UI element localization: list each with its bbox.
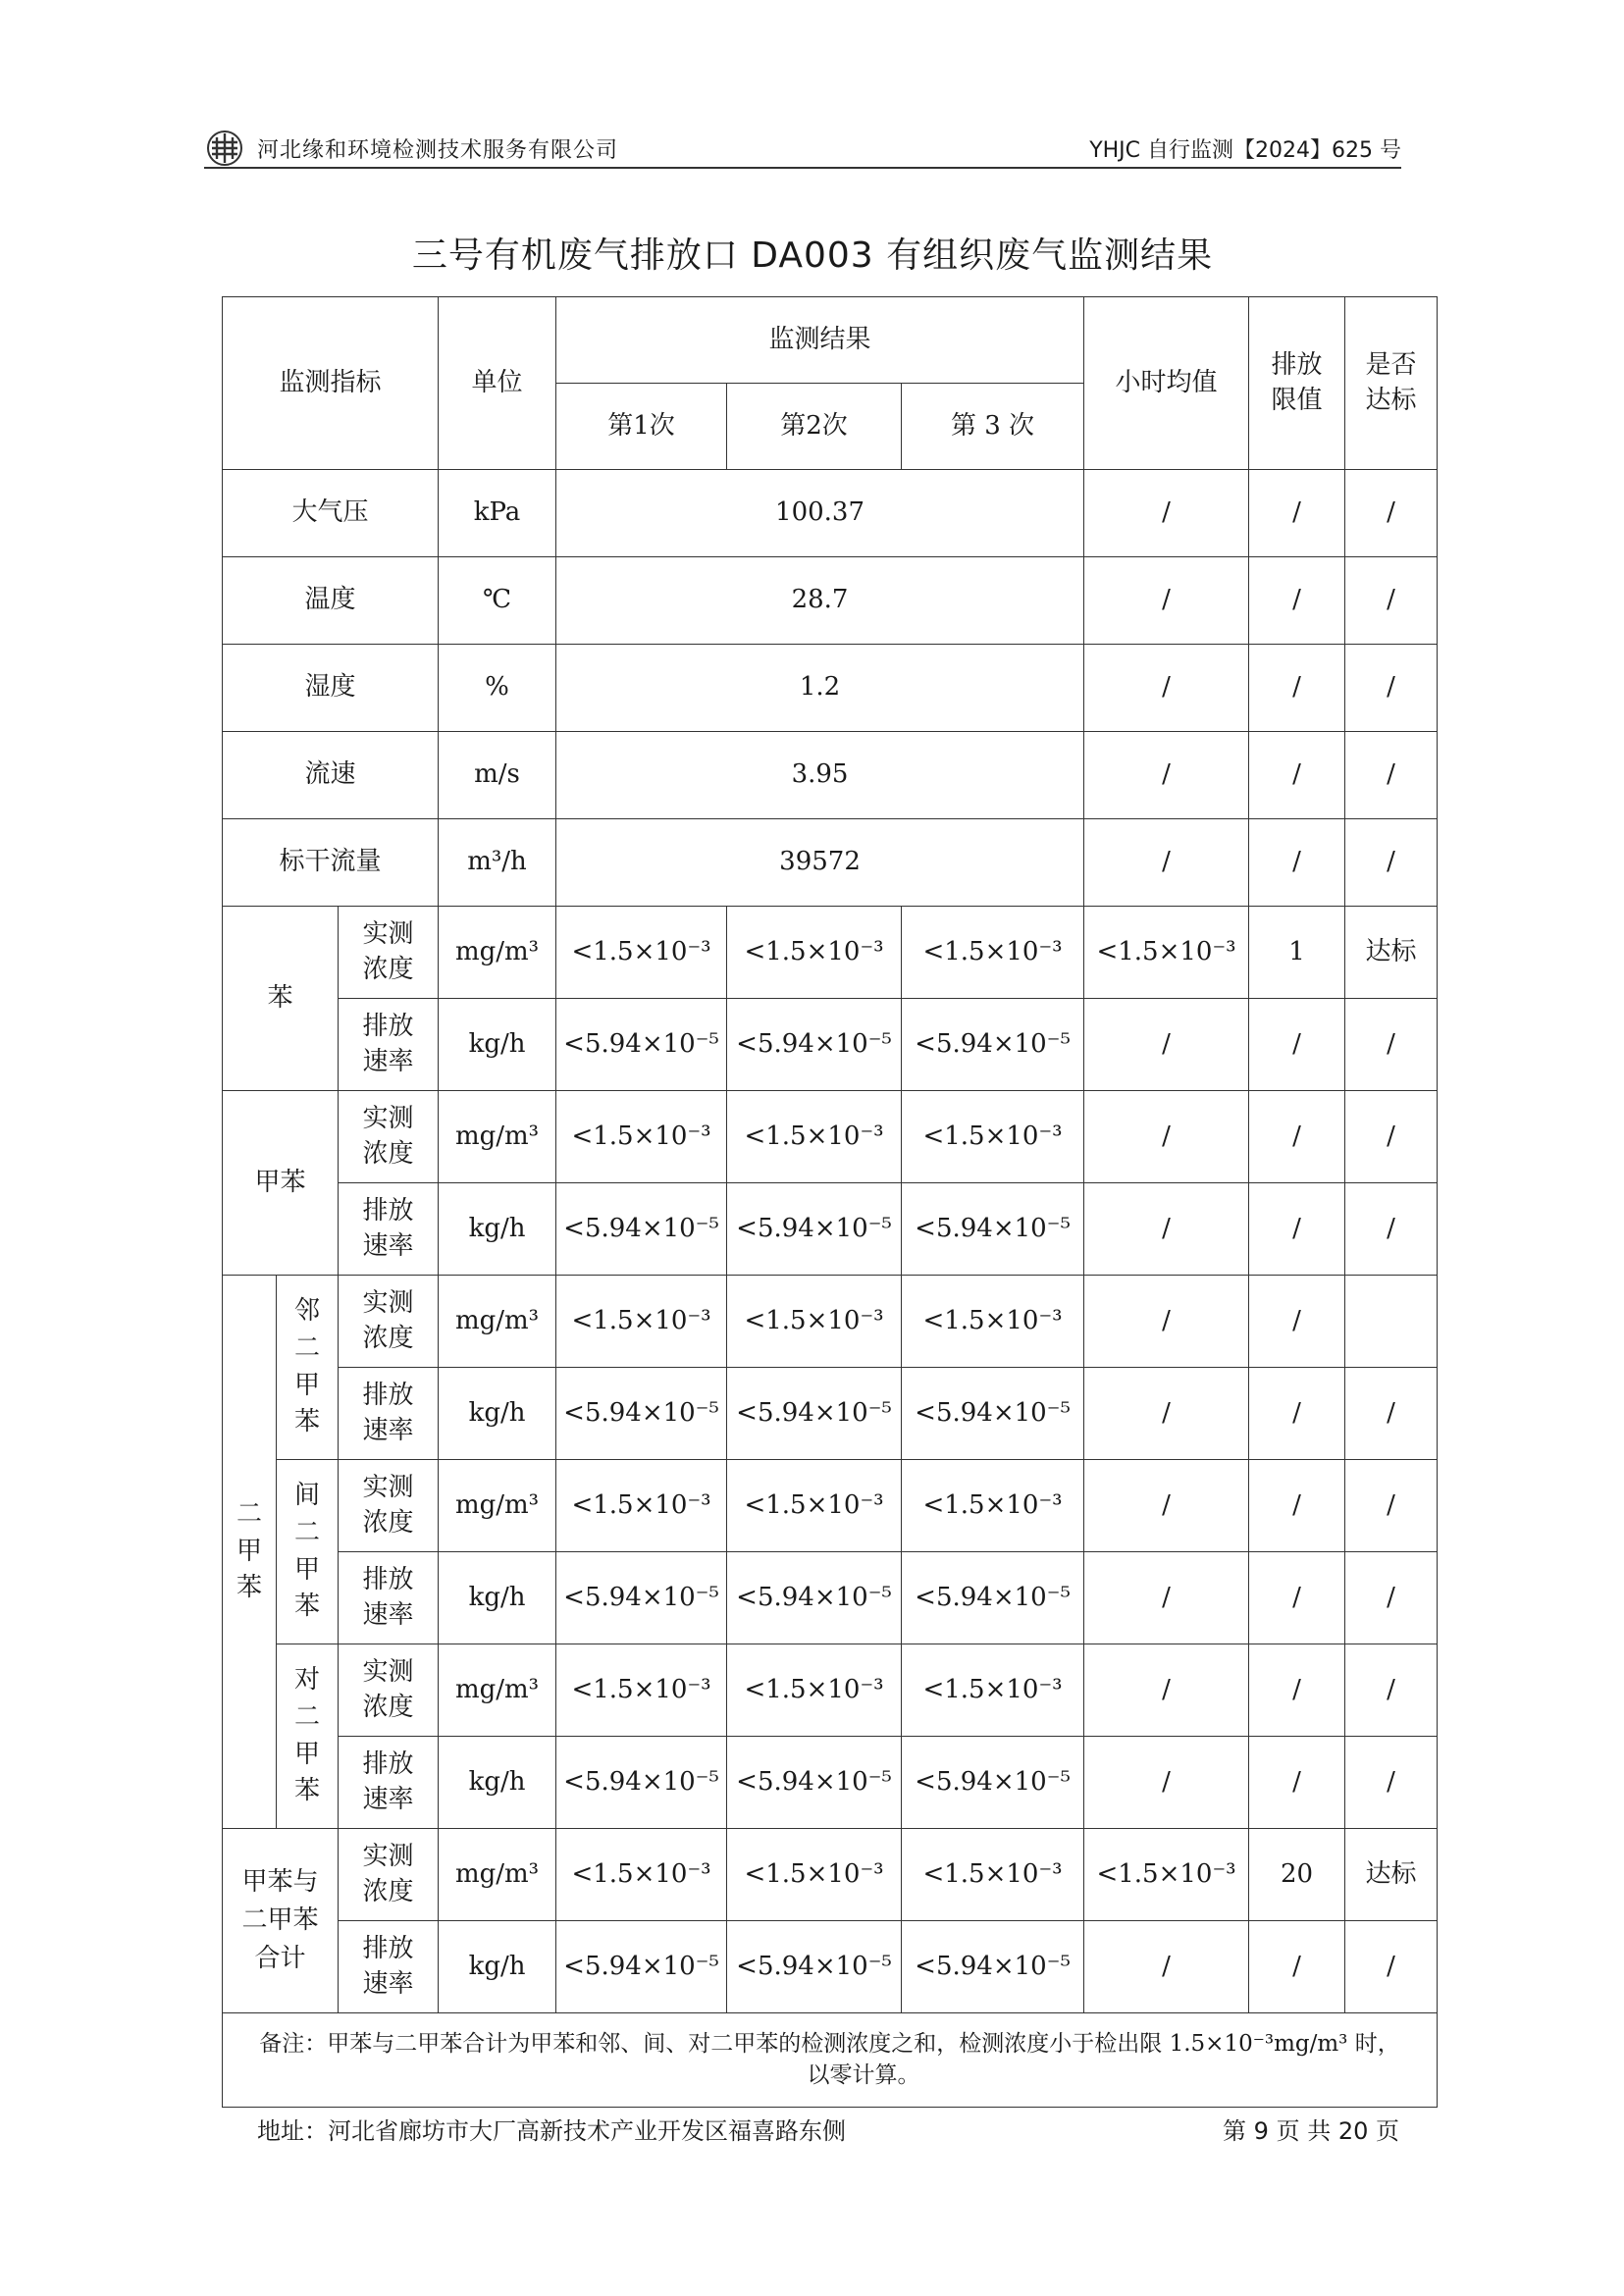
cell-limit: / [1249, 999, 1345, 1091]
param-label: 排放速率 [339, 999, 439, 1091]
run2-value: <1.5×10⁻³ [727, 1829, 902, 1921]
condition-unit: ℃ [439, 557, 556, 645]
run1-value: <5.94×10⁻⁵ [556, 1737, 727, 1829]
condition-name: 标干流量 [223, 819, 439, 907]
run2-value: <5.94×10⁻⁵ [727, 1737, 902, 1829]
table-row [223, 1644, 1438, 1737]
cell-compliant: 达标 [1345, 1829, 1438, 1921]
cell-limit: / [1249, 470, 1345, 557]
cell-compliant: / [1345, 470, 1438, 557]
condition-value: 100.37 [556, 470, 1084, 557]
page-number: 第 9 页 共 20 页 [1223, 2117, 1399, 2145]
condition-value: 3.95 [556, 732, 1084, 819]
cell-compliant: / [1345, 1737, 1438, 1829]
cell-compliant: / [1345, 645, 1438, 732]
cell-limit: / [1249, 1921, 1345, 2013]
header-run1: 第1次 [556, 384, 727, 470]
cell-compliant: / [1345, 1091, 1438, 1183]
page-title: 三号有机废气排放口 DA003 有组织废气监测结果 [411, 235, 1214, 276]
cell-limit: / [1249, 1552, 1345, 1644]
run3-value: <5.94×10⁻⁵ [902, 1921, 1084, 2013]
condition-name: 大气压 [223, 470, 439, 557]
run1-value: <1.5×10⁻³ [556, 1644, 727, 1737]
run2-value: <5.94×10⁻⁵ [727, 1921, 902, 2013]
xylene-group-name: 二甲苯 [223, 1276, 277, 1829]
cell-avg: / [1084, 999, 1249, 1091]
pollutant-name: 甲苯与二甲苯合计 [223, 1829, 339, 2013]
header-run3: 第 3 次 [902, 384, 1084, 470]
cell-avg: / [1084, 557, 1249, 645]
unit-rate: kg/h [439, 1552, 556, 1644]
param-label: 实测浓度 [339, 1460, 439, 1552]
table-row [223, 732, 1438, 819]
footer-address: 地址：河北省廊坊市大厂高新技术产业开发区福喜路东侧 [257, 2117, 846, 2145]
cell-compliant: / [1345, 557, 1438, 645]
pollutant-name: 苯 [223, 907, 339, 1091]
table-row [223, 819, 1438, 907]
param-label: 排放速率 [339, 1921, 439, 2013]
run1-value: <1.5×10⁻³ [556, 1829, 727, 1921]
param-label: 排放速率 [339, 1368, 439, 1460]
cell-compliant: / [1345, 1552, 1438, 1644]
cell-avg: / [1084, 1552, 1249, 1644]
table-row [223, 907, 1438, 999]
run1-value: <5.94×10⁻⁵ [556, 999, 727, 1091]
notes-row [223, 2013, 1438, 2108]
condition-unit: m³/h [439, 819, 556, 907]
table-row [223, 645, 1438, 732]
cell-compliant: / [1345, 1921, 1438, 2013]
run1-value: <1.5×10⁻³ [556, 1460, 727, 1552]
cell-avg: / [1084, 1460, 1249, 1552]
unit-conc: mg/m³ [439, 907, 556, 999]
run1-value: <1.5×10⁻³ [556, 907, 727, 999]
run3-value: <5.94×10⁻⁵ [902, 999, 1084, 1091]
header-results: 监测结果 [556, 297, 1084, 384]
cell-limit: / [1249, 1644, 1345, 1737]
header-unit: 单位 [439, 297, 556, 470]
run3-value: <1.5×10⁻³ [902, 1091, 1084, 1183]
run2-value: <1.5×10⁻³ [727, 1460, 902, 1552]
run2-value: <5.94×10⁻⁵ [727, 1552, 902, 1644]
cell-limit: / [1249, 645, 1345, 732]
unit-rate: kg/h [439, 1368, 556, 1460]
cell-avg: / [1084, 1091, 1249, 1183]
cell-avg: / [1084, 1644, 1249, 1737]
cell-compliant: / [1345, 1368, 1438, 1460]
table-row [223, 1368, 1438, 1460]
pollutant-name: 甲苯 [223, 1091, 339, 1276]
header-hourly-avg: 小时均值 [1084, 297, 1249, 470]
cell-compliant: / [1345, 1460, 1438, 1552]
cell-limit: / [1249, 1737, 1345, 1829]
notes-text-line1: 甲苯与二甲苯合计为甲苯和邻、间、对二甲苯的检测浓度之和，检测浓度小于检出限 1.5×10⁻³mg/m³ 时， [327, 2031, 1400, 2058]
cell-avg: / [1084, 819, 1249, 907]
param-label: 实测浓度 [339, 1829, 439, 1921]
unit-conc: mg/m³ [439, 1644, 556, 1737]
page-footer [257, 2112, 1399, 2147]
cell-avg: <1.5×10⁻³ [1084, 1829, 1249, 1921]
cell-limit: / [1249, 557, 1345, 645]
condition-value: 39572 [556, 819, 1084, 907]
param-label: 实测浓度 [339, 1276, 439, 1368]
condition-unit: kPa [439, 470, 556, 557]
cell-avg: <1.5×10⁻³ [1084, 907, 1249, 999]
isomer-name: 邻二甲苯 [277, 1276, 339, 1460]
table-row [223, 999, 1438, 1091]
document-number: YHJC 自行监测【2024】625 号 [1089, 138, 1401, 163]
run2-value: <1.5×10⁻³ [727, 1091, 902, 1183]
run1-value: <5.94×10⁻⁵ [556, 1921, 727, 2013]
cell-compliant: / [1345, 1644, 1438, 1737]
notes-text-line2: 以零计算。 [807, 2061, 920, 2088]
cell-avg: / [1084, 1368, 1249, 1460]
header-compliant: 是否达标 [1345, 297, 1438, 470]
run2-value: <1.5×10⁻³ [727, 1644, 902, 1737]
header-indicator: 监测指标 [223, 297, 439, 470]
run1-value: <5.94×10⁻⁵ [556, 1368, 727, 1460]
cell-avg: / [1084, 645, 1249, 732]
cell-limit: / [1249, 1368, 1345, 1460]
cell-avg: / [1084, 1183, 1249, 1276]
condition-name: 温度 [223, 557, 439, 645]
header-limit: 排放限值 [1249, 297, 1345, 470]
unit-conc: mg/m³ [439, 1829, 556, 1921]
condition-unit: m/s [439, 732, 556, 819]
condition-name: 湿度 [223, 645, 439, 732]
page-header [204, 126, 1401, 169]
unit-conc: mg/m³ [439, 1460, 556, 1552]
cell-avg: / [1084, 1921, 1249, 2013]
param-label: 排放速率 [339, 1737, 439, 1829]
param-label: 实测浓度 [339, 1091, 439, 1183]
notes-cell [223, 2013, 1438, 2108]
run3-value: <5.94×10⁻⁵ [902, 1552, 1084, 1644]
isomer-name: 间二甲苯 [277, 1460, 339, 1644]
run2-value: <1.5×10⁻³ [727, 1276, 902, 1368]
cell-compliant: 达标 [1345, 907, 1438, 999]
cell-limit: / [1249, 1460, 1345, 1552]
table-row [223, 1921, 1438, 2013]
run1-value: <1.5×10⁻³ [556, 1091, 727, 1183]
run2-value: <5.94×10⁻⁵ [727, 1183, 902, 1276]
run3-value: <5.94×10⁻⁵ [902, 1183, 1084, 1276]
results-table [222, 296, 1438, 2108]
cell-avg: / [1084, 1276, 1249, 1368]
cell-compliant: / [1345, 819, 1438, 907]
run3-value: <1.5×10⁻³ [902, 1644, 1084, 1737]
unit-rate: kg/h [439, 1921, 556, 2013]
header-run2: 第2次 [727, 384, 902, 470]
cell-limit: 1 [1249, 907, 1345, 999]
param-label: 排放速率 [339, 1552, 439, 1644]
unit-rate: kg/h [439, 1183, 556, 1276]
run3-value: <1.5×10⁻³ [902, 1829, 1084, 1921]
unit-rate: kg/h [439, 999, 556, 1091]
run2-value: <5.94×10⁻⁵ [727, 999, 902, 1091]
cell-avg: / [1084, 470, 1249, 557]
company-logo-icon [204, 128, 245, 169]
cell-compliant: / [1345, 1183, 1438, 1276]
param-label: 排放速率 [339, 1183, 439, 1276]
isomer-name: 对二甲苯 [277, 1644, 339, 1829]
condition-unit: % [439, 645, 556, 732]
cell-avg: / [1084, 732, 1249, 819]
unit-rate: kg/h [439, 1737, 556, 1829]
run1-value: <5.94×10⁻⁵ [556, 1552, 727, 1644]
run3-value: <5.94×10⁻⁵ [902, 1368, 1084, 1460]
run3-value: <1.5×10⁻³ [902, 1460, 1084, 1552]
table-row [223, 1737, 1438, 1829]
condition-value: 1.2 [556, 645, 1084, 732]
cell-limit: / [1249, 732, 1345, 819]
table-row [223, 1460, 1438, 1552]
cell-compliant [1345, 1276, 1438, 1368]
cell-limit: 20 [1249, 1829, 1345, 1921]
table-row [223, 470, 1438, 557]
unit-conc: mg/m³ [439, 1276, 556, 1368]
run2-value: <1.5×10⁻³ [727, 907, 902, 999]
table-row [223, 1183, 1438, 1276]
notes-label: 备注： [259, 2031, 328, 2058]
cell-limit: / [1249, 1276, 1345, 1368]
table-row [223, 1829, 1438, 1921]
cell-limit: / [1249, 1091, 1345, 1183]
table-row [223, 557, 1438, 645]
condition-value: 28.7 [556, 557, 1084, 645]
cell-avg: / [1084, 1737, 1249, 1829]
run1-value: <1.5×10⁻³ [556, 1276, 727, 1368]
unit-conc: mg/m³ [439, 1091, 556, 1183]
table-row [223, 1091, 1438, 1183]
run3-value: <1.5×10⁻³ [902, 907, 1084, 999]
table-row [223, 1552, 1438, 1644]
param-label: 实测浓度 [339, 907, 439, 999]
run3-value: <1.5×10⁻³ [902, 1276, 1084, 1368]
run3-value: <5.94×10⁻⁵ [902, 1737, 1084, 1829]
cell-compliant: / [1345, 999, 1438, 1091]
cell-limit: / [1249, 819, 1345, 907]
param-label: 实测浓度 [339, 1644, 439, 1737]
run1-value: <5.94×10⁻⁵ [556, 1183, 727, 1276]
company-name: 河北缘和环境检测技术服务有限公司 [257, 138, 619, 163]
table-row [223, 1276, 1438, 1368]
condition-name: 流速 [223, 732, 439, 819]
run2-value: <5.94×10⁻⁵ [727, 1368, 902, 1460]
cell-limit: / [1249, 1183, 1345, 1276]
cell-compliant: / [1345, 732, 1438, 819]
